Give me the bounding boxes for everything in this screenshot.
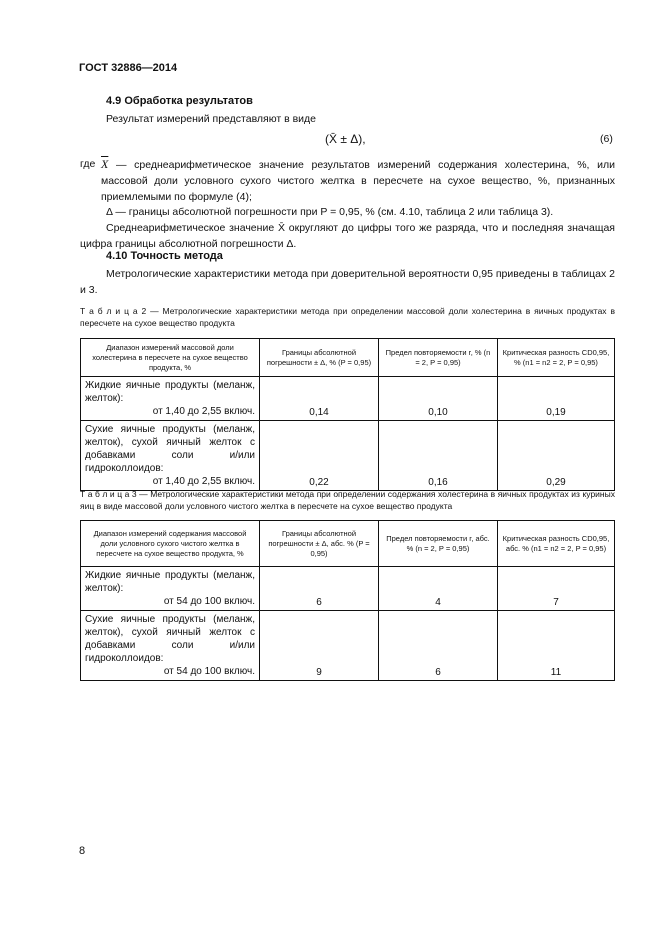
table-3	[80, 520, 615, 681]
t3-row2-repeatability: 6	[379, 611, 498, 681]
t2-header-critical: Критическая разность CD0,95, % (n1 = n2 = 2, P = 0,95)	[498, 339, 615, 377]
t3-header-error: Границы абсолютной погрешности ± Δ, абс. % (P = 0,95)	[260, 521, 379, 567]
formula-number: (6)	[600, 133, 613, 145]
where-label: где	[80, 158, 96, 170]
t2-header-repeatability: Предел повторяемости r, % (n = 2, P = 0,95)	[379, 339, 498, 377]
t2-header-range: Диапазон измерений массовой доли холестерина в пересчете на сухое вещество продукта, %	[81, 339, 260, 377]
rounding-paragraph: Среднеарифметическое значение X̄ округляют до цифры того же разряда, что и последняя значащая цифра границы абсолютной погрешности Δ.	[80, 222, 615, 250]
table-row	[81, 421, 615, 491]
t3-header-critical: Критическая разность CD0,95, абс. % (n1 = n2 = 2, P = 0,95)	[498, 521, 615, 567]
intro-text: Результат измерений представляют в виде	[106, 113, 316, 125]
t3-header-repeatability: Предел повторяемости r, абс. % (n = 2, P = 0,95)	[379, 521, 498, 567]
table-row	[81, 611, 615, 681]
t3-row2-label: Сухие яичные продукты (меланж, желток), сухой яичный желток с добавками соли и/или гидроколлоидов: от 54 до 100 включ.	[81, 611, 260, 681]
standard-number: ГОСТ 32886—2014	[79, 62, 178, 74]
t2-header-error: Границы абсолютной погрешности ± Δ, % (P = 0,95)	[260, 339, 379, 377]
table-2	[80, 338, 615, 491]
t2-row2-critical: 0,29	[498, 421, 615, 491]
page-number: 8	[79, 845, 86, 857]
t2-row2-error: 0,22	[260, 421, 379, 491]
accuracy-paragraph: Метрологические характеристики метода при доверительной вероятности 0,95 приведены в таблицах 2 и 3.	[80, 268, 615, 296]
t2-row1-label: Жидкие яичные продукты (меланж, желток): от 1,40 до 2,55 включ.	[81, 377, 260, 421]
t2-row2-label: Сухие яичные продукты (меланж, желток), сухой яичный желток с добавками соли и/или гидроколлоидов: от 1,40 до 2,55 включ.	[81, 421, 260, 491]
definition-mean-text: — среднеарифметическое значение результатов измерений содержания холестерина, %, или массовой доли условного сухого чистого желтка в пересчете на сухое вещество, %, признанных приемлемыми по формуле (4);	[101, 159, 615, 203]
t3-header-range: Диапазон измерений содержания массовой доли условного сухого чистого желтка в пересчете на сухое вещество продукта, %	[81, 521, 260, 567]
table-2-caption: Т а б л и ц а 2 — Метрологические характеристики метода при определении массовой доли холестерина в яичных продуктах в пересчете на сухое вещество продукта	[80, 306, 615, 328]
section-4-10-title: 4.10 Точность метода	[106, 250, 223, 262]
x-bar-symbol: $\overline{X}$	[101, 157, 109, 171]
table-row	[81, 567, 615, 611]
t2-row1-error: 0,14	[260, 377, 379, 421]
section-4-9-title: 4.9 Обработка результатов	[106, 95, 253, 107]
t3-row1-label: Жидкие яичные продукты (меланж, желток): от 54 до 100 включ.	[81, 567, 260, 611]
t3-row1-critical: 7	[498, 567, 615, 611]
definition-mean	[101, 156, 615, 205]
t2-row1-repeatability: 0,10	[379, 377, 498, 421]
t3-row2-critical: 11	[498, 611, 615, 681]
formula: (X̄ ± Δ),	[325, 132, 366, 146]
t3-row1-repeatability: 4	[379, 567, 498, 611]
t3-row2-error: 9	[260, 611, 379, 681]
table-row	[81, 377, 615, 421]
t2-row2-repeatability: 0,16	[379, 421, 498, 491]
t3-row1-error: 6	[260, 567, 379, 611]
t2-row1-critical: 0,19	[498, 377, 615, 421]
table-3-caption: Т а б л и ц а 3 — Метрологические характеристики метода при определении содержания холестерина в яичных продуктах из куриных яиц в виде массовой доли условного чистого желтка в пересчете на сухое вещество продукта	[80, 489, 615, 511]
definition-delta: Δ — границы абсолютной погрешности при P = 0,95, % (см. 4.10, таблица 2 или таблица 3).	[106, 206, 554, 218]
